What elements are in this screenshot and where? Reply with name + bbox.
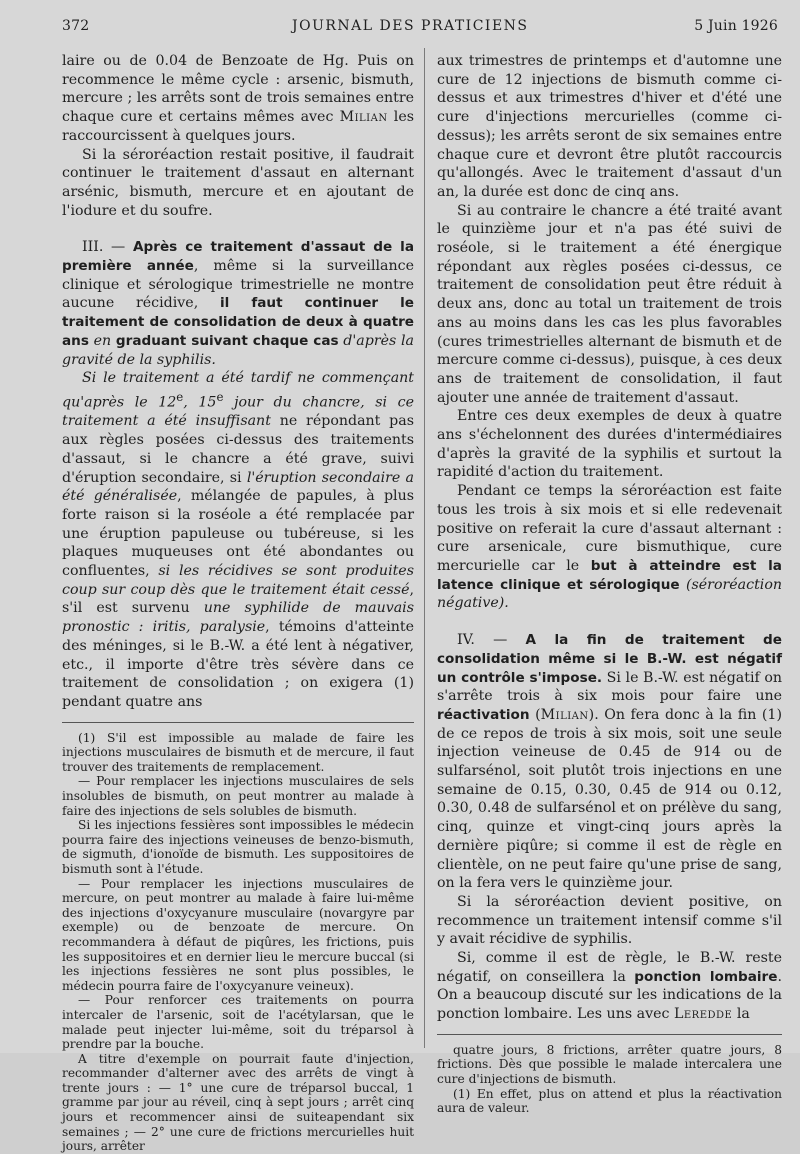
paragraph: Si, comme il est de règle, le B.-W. reste négatif, on conseillera la ponction lombaire. On a beaucoup discuté sur les indications de la ponction lombaire. Les uns avec Leredde la xyxy=(437,950,782,1023)
paragraph: aux trimestres de printemps et d'automne une cure de 12 injections de bismuth comme ci-dessus et aux trimestres d'hiver et d'été une cure d'injections mercurielles (comme ci-dessus); les arrêts seront de six semaines entre chaque cure et devront être plutôt raccourcis qu'allongés. Avec le traitement d'assaut d'un an, la durée est donc de cinq ans. xyxy=(437,53,782,200)
paragraph: Si la séroréaction restait positive, il faudrait continuer le traitement d'assaut en alternant arsénic, bismuth, mercure et en ajoutant de l'iodure et du soufre. xyxy=(62,146,414,219)
paragraph: Si la séroréaction devient positive, on recommence un traitement intensif comme s'il y avait récidive de syphilis. xyxy=(437,893,782,948)
page-number: 372 xyxy=(62,18,90,34)
footnote: — Pour remplacer les injections musculaires de mercure, on peut montrer au malade à faire lui-même des injections d'oxycyanure musculaire (novargyre par exemple) ou de benzoate de mercure. On recommandera à défaut de piqûres, les frictions, puis les suppositoires et en dernier lieu le mercure buccal (si les injections fessières ne sont plus possibles, le médecin pourra faire de l'oxycyanure veineux). xyxy=(62,876,414,993)
issue-date: 5 Juin 1926 xyxy=(694,18,778,34)
paragraph: Si le traitement a été tardif ne commençant qu'après le 12e, 15e jour du chancre, si ce traitement a été insuffisant ne répondant pas aux règles posées ci-dessus des traitements d'assaut, si le chancre a été grave, suivi d'éruption secondaire, si l'éruption secondaire a été généralisée, mélangée de papules, à plus forte raison si la roséole a été remplacée par une éruption papuleuse ou tubéreuse, si les plaques muqueuses ont été abondantes ou confluentes, si les récidives se sont produites coup sur coup dès que le traitement était cessé, s'il est survenu une syphilide de mauvais pronostic : iritis, paralysie, témoins d'atteinte des méninges, si le B.-W. a été lent à négativer, etc., il importe d'être très sévère dans ce traitement de consolidation ; on exigera (1) pendant quatre ans xyxy=(62,370,415,710)
paragraph: laire ou de 0.04 de Benzoate de Hg. Puis on recommence le même cycle : arsenic, bismuth, mercure ; les arrêts sont de trois semaines entre chaque cure et certains mêmes avec Milian les raccourcissent à quelques jours. xyxy=(62,53,414,144)
footnote: — Pour remplacer les injections musculaires de sels insolubles de bismuth, on peut montrer au malade à faire des injections de sels solubles de bismuth. xyxy=(62,774,414,818)
section-iii: III. — Après ce traitement d'assaut de la première année, même si la surveillance clinique et sérologique trimestrielle ne montre aucune récidive, il faut continuer le traitement de consolidation de deux à quatre ans en graduant suivant chaque cas d'après la gravité de la syphilis. xyxy=(62,239,415,368)
footnote: (1) En effet, plus on attend et plus la réactivation aura de valeur. xyxy=(437,1086,782,1116)
footnote: quatre jours, 8 frictions, arrêter quatre jours, 8 frictions. Dès que possible le malade intercalera une cure d'injections de bismuth. xyxy=(437,1042,782,1087)
journal-title: JOURNAL DES PRATICIENS xyxy=(292,18,529,34)
paragraph: Entre ces deux exemples de deux à quatre ans s'échelonnent des durées d'intermédiaires d'après la gravité de la syphilis et surtout la rapidité d'action du traitement. xyxy=(437,408,782,481)
footnote: — Pour renforcer ces traitements on pourra intercaler de l'arsenic, soit de l'acétylarsan, que le malade peut injecter lui-même, soit du tréparsol à prendre par la bouche. xyxy=(62,993,414,1052)
section-iv: IV. — A la fin de traitement de consolidation même si le B.-W. est négatif un contrôle s'impose. Si le B.-W. est négatif on s'arrête trois à six mois pour faire une réactivation (Milian). On fera donc à la fin (1) de ce repos de trois à six mois, soit une seule injection veineuse de 0.45 de 914 ou de sulfarsénol, soit plutôt trois injections en une semaine de 0.15, 0.30, 0.45 de 914 ou 0.12, 0.30, 0.48 de sulfarsénol et on prélève du sang, cinq, quinze et vingt-cinq jours après la dernière piqûre; si comme il est de règle en clientèle, on ne peut faire qu'une prise de sang, on la fera vers le quinzième jour. xyxy=(437,632,782,892)
paragraph: Si au contraire le chancre a été traité avant le quinzième jour et n'a pas été suivi de roséole, si le traitement a été énergique répondant aux règles posées ci-dessus, ce traitement de consolidation peut être réduit à deux ans, donc au total un traitement de trois ans au moins dans les cas les plus favorables (cures trimestrielles alternant de bismuth et de mercure comme ci-dessus), puisque, à ces deux ans de traitement de consolidation, il faut ajouter une année de traitement d'assaut. xyxy=(437,202,782,406)
paragraph: Pendant ce temps la séroréaction est faite tous les trois à six mois et si elle redevenait positive on referait la cure d'assaut alternant : cure arsenicale, cure bismuthique, cure mercurielle car le but à atteindre est la latence clinique et sérologique (séroréaction négative). xyxy=(437,483,782,612)
footnotes xyxy=(437,1043,782,1116)
left-column xyxy=(62,52,414,1154)
footnote-rule xyxy=(437,1034,782,1035)
footnote-rule xyxy=(62,722,414,723)
footnote: (1) S'il est impossible au malade de faire les injections musculaires de bismuth et de mercure, il faut trouver des traitements de remplacement. xyxy=(62,730,414,774)
footnote: A titre d'exemple on pourrait faute d'injection, recommander d'alterner avec des arrêts de vingt à trente jours : — 1° une cure de tréparsol buccal, 1 gramme par jour au réveil, cinq à sept jours ; arrêt cinq jours et recommencer ainsi de suiteapendant six semaines ; — 2° une cure de frictions mercurielles huit jours, arrêter xyxy=(62,1051,414,1154)
page-header xyxy=(62,18,778,38)
column-divider xyxy=(424,48,425,1048)
footnote: Si les injections fessières sont impossibles le médecin pourra faire des injections veineuses de benzo-bismuth, de sigmuth, d'ionoïde de bismuth. Les suppositoires de bismuth sont à l'étude. xyxy=(62,818,414,876)
footnotes xyxy=(62,731,414,1154)
right-column xyxy=(437,52,782,1116)
